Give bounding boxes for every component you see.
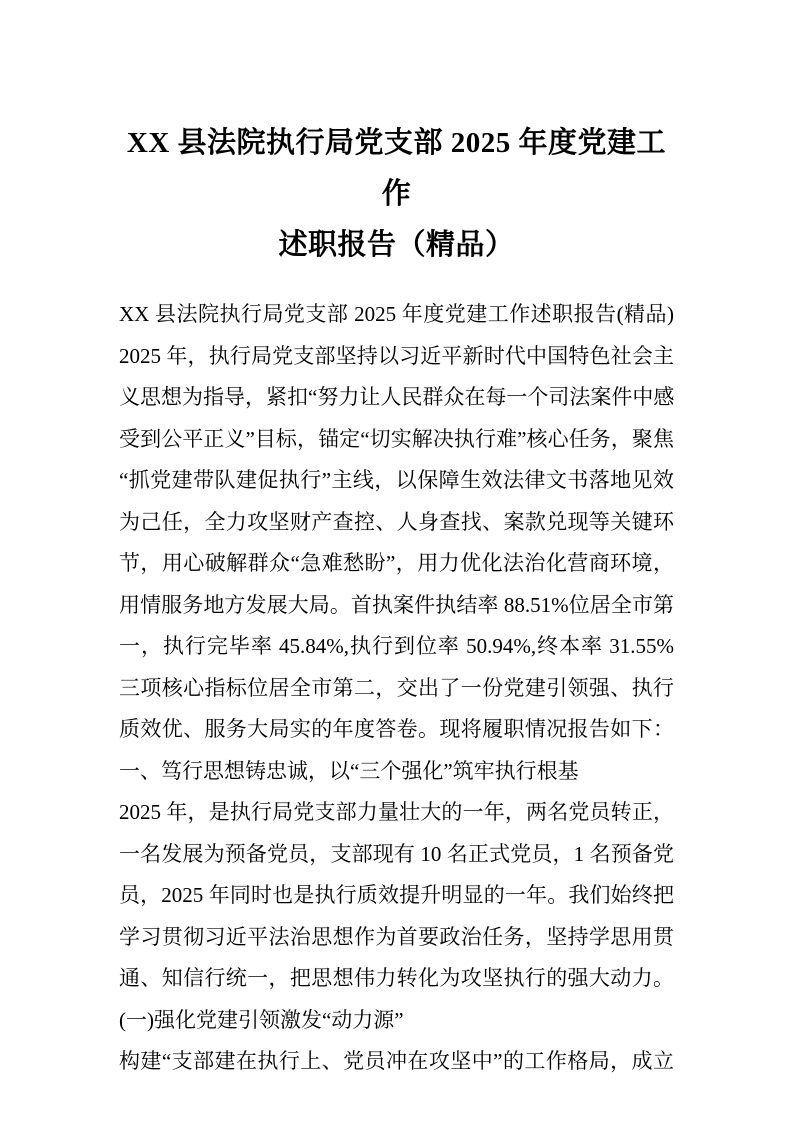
body-line: 用情服务地方发展大局。首执案件执结率 88.51%位居全市第 [119, 592, 674, 617]
document-title [119, 118, 674, 271]
body-line-subsection-heading: (一)强化党建引领激发“动力源” [119, 1007, 404, 1032]
body-line: 学习贯彻习近平法治思想作为首要政治任务，坚持学思用贯 [119, 924, 674, 949]
body-line: 三项核心指标位居全市第二，交出了一份党建引领强、执行 [119, 675, 674, 700]
body-line: 员，2025 年同时也是执行质效提升明显的一年。我们始终把 [119, 883, 674, 907]
body-line: 节，用心破解群众“急难愁盼”，用力优化法治化营商环境， [119, 551, 674, 575]
body-line: 受到公平正义”目标，锚定“切实解决执行难”核心任务，聚焦 [119, 426, 674, 451]
body-line: “抓党建带队建促执行”主线，以保障生效法律文书落地见效 [119, 468, 674, 492]
body-line: 构建“支部建在执行上、党员冲在攻坚中”的工作格局，成立 [119, 1049, 674, 1073]
body-line: XX 县法院执行局党支部 2025 年度党建工作述职报告(精品) [119, 302, 674, 326]
body-line: 一，执行完毕率 45.84%,执行到位率 50.94%,终本率 31.55% [119, 634, 674, 658]
body-line: 一名发展为预备党员，支部现有 10 名正式党员，1 名预备党 [119, 841, 674, 866]
document-title-line-1: XX 县法院执行局党支部 2025 年度党建工作 [126, 127, 667, 210]
body-line: 义思想为指导，紧扣“努力让人民群众在每一个司法案件中感 [119, 385, 675, 409]
document-body [119, 294, 674, 1083]
body-line: 2025 年，是执行局党支部力量壮大的一年，两名党员转正， [119, 800, 674, 824]
document-title-line-2: 述职报告（精品） [278, 229, 515, 261]
body-line-section-heading: 一、笃行思想铸忠诚，以“三个强化”筑牢执行根基 [119, 758, 579, 783]
body-line: 质效优、服务大局实的年度答卷。现将履职情况报告如下： [119, 717, 674, 741]
body-line: 为己任，全力攻坚财产查控、人身查找、案款兑现等关键环 [119, 509, 674, 534]
body-line: 通、知信行统一，把思想伟力转化为攻坚执行的强大动力。 [119, 966, 674, 990]
body-line: 2025 年，执行局党支部坚持以习近平新时代中国特色社会主 [119, 343, 674, 368]
